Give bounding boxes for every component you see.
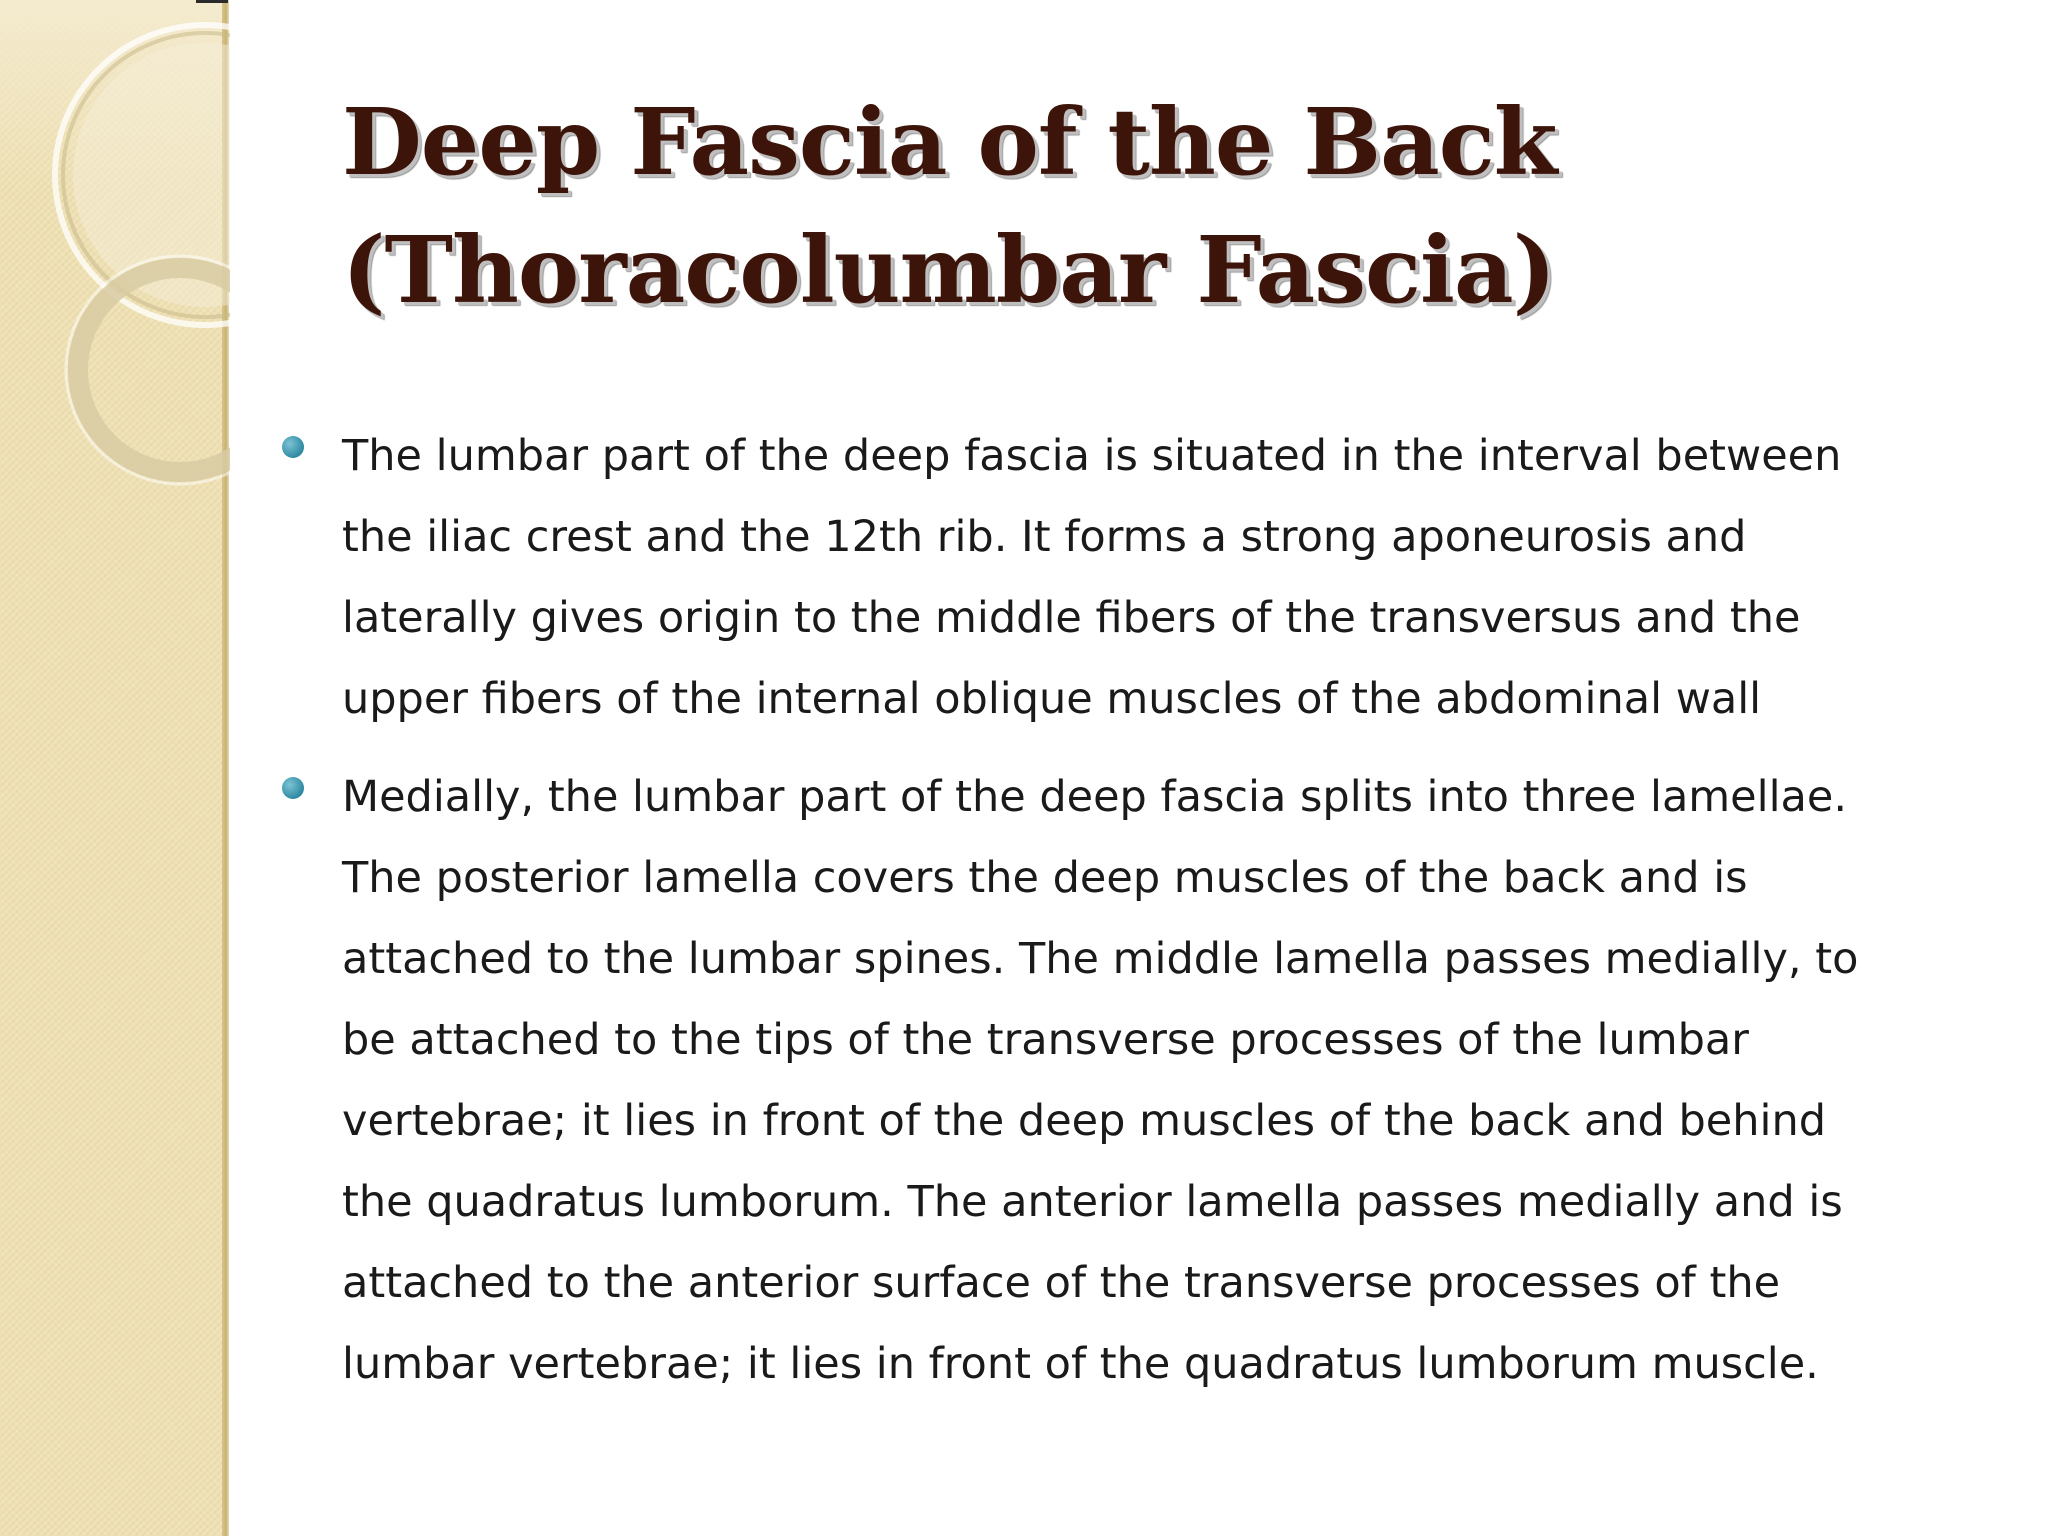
title-line-1: Deep Fascia of the Back: [342, 88, 1557, 196]
bullet-icon: [282, 777, 304, 799]
bullet-text: The lumbar part of the deep fascia is situated in the interval between the iliac crest and the 12th rib. It forms a strong aponeurosis and laterally gives origin to the middle fibers of the transversus and the upper fibers of the internal oblique muscles of the abdominal wall: [342, 431, 1842, 724]
bullet-icon: [282, 436, 304, 458]
slide-title: [342, 78, 1942, 334]
title-line-2: (Thoracolumbar Fascia): [342, 216, 1556, 324]
bullet-item: [342, 757, 1902, 1405]
bullet-list: [342, 416, 1902, 1422]
bullet-item: [342, 416, 1902, 740]
decorative-rings-icon: [0, 0, 230, 520]
bullet-text: Medially, the lumbar part of the deep fascia splits into three lamellae. The posterior lamella covers the deep muscles of the back and is attached to the lumbar spines. The middle lamella passes medially, to be attached to the tips of the transverse processes of the lumbar vertebrae; it lies in front of the deep muscles of the back and behind the quadratus lumborum. The anterior lamella passes medially and is attached to the anterior surface of the transverse processes of the lumbar vertebrae; it lies in front of the quadratus lumborum muscle.: [342, 772, 1859, 1389]
